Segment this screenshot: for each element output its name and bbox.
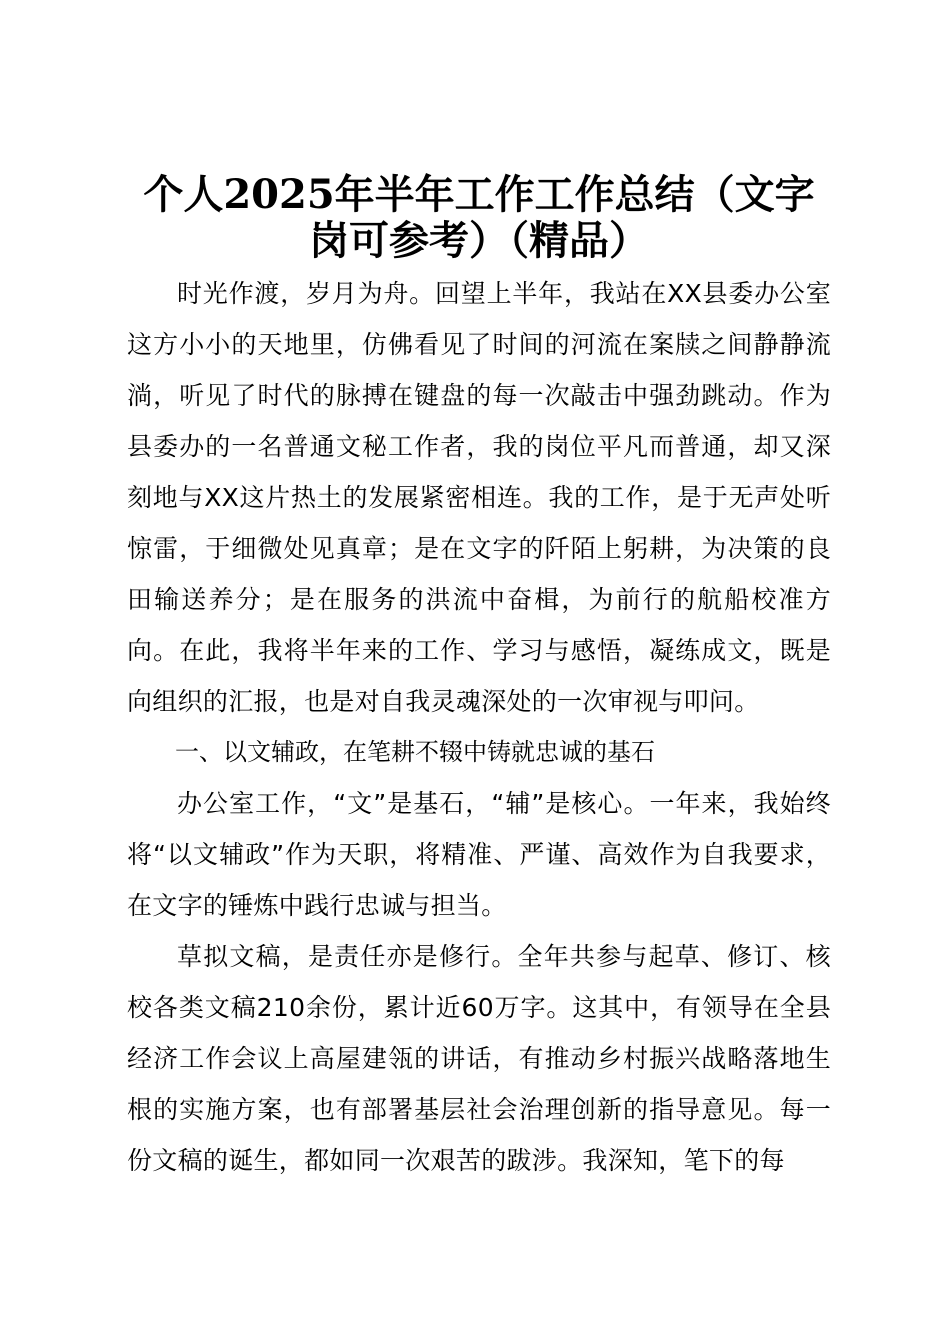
title-line-1: 个人2025年半年工作工作总结（文字 [143,171,815,218]
title-line-2: 岗可参考）（精品） [309,217,649,264]
section-heading-1: 一、以文辅政，在笔耕不辍中铸就忠诚的基石 [175,738,655,766]
body-paragraph: 办公室工作，“文”是基石，“辅”是核心。一年来，我始终将“以文辅政”作为天职，将精准、严谨、高效作为自我要求，在文字的锤炼中践行忠诚与担当。 [127,789,831,920]
document-title [127,172,831,264]
document-page [127,172,831,1186]
intro-paragraph: 时光作渡，岁月为舟。回望上半年，我站在XX县委办公室这方小小的天地里，仿佛看见了时间的河流在案牍之间静静流淌，听见了时代的脉搏在键盘的每一次敲击中强劲跳动。作为县委办的一名普通文秘工作者，我的岗位平凡而普通，却又深刻地与XX这片热土的发展紧密相连。我的工作，是于无声处听惊雷，于细微处见真章；是在文字的阡陌上躬耕，为决策的良田输送养分；是在服务的洪流中奋楫，为前行的航船校准方向。在此，我将半年来的工作、学习与感悟，凝练成文，既是向组织的汇报，也是对自我灵魂深处的一次审视与叩问。 [127,279,831,716]
body-paragraph: 草拟文稿，是责任亦是修行。全年共参与起草、修订、核校各类文稿210余份，累计近60万字。这其中，有领导在全县经济工作会议上高屋建瓴的讲话，有推动乡村振兴战略落地生根的实施方案，也有部署基层社会治理创新的指导意见。每一份文稿的诞生，都如同一次艰苦的跋涉。我深知，笔下的每 [127,942,831,1175]
